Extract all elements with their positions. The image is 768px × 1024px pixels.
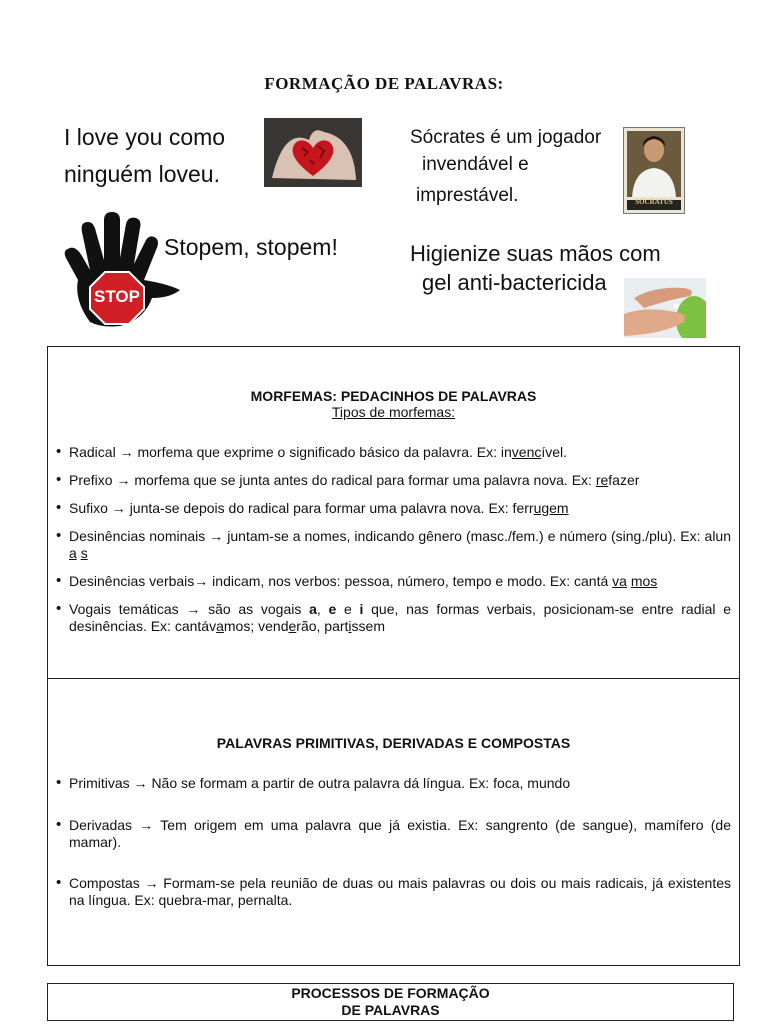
socrates-line-3: imprestável. bbox=[416, 185, 519, 206]
socrates-line-1: Sócrates é um jogador bbox=[410, 127, 602, 148]
hygiene-line-2: gel anti-bactericida bbox=[422, 270, 607, 295]
heart-hands-image bbox=[264, 118, 362, 187]
palavras-list bbox=[51, 775, 731, 909]
socrates-example bbox=[410, 124, 601, 209]
list-item-vogais-tematicas: • Vogais temáticas → são as vogais a, e e i que, nas formas verbais, posicionam-se entre radial e desinências. Ex: cantávamos; venderão, partissem bbox=[51, 601, 731, 635]
hand-gel-image bbox=[624, 278, 706, 338]
morfemas-section bbox=[47, 346, 740, 679]
palavras-title: PALAVRAS PRIMITIVAS, DERIVADAS E COMPOSTAS bbox=[216, 735, 571, 751]
love-line-1: I love you como bbox=[64, 124, 226, 150]
page-title: FORMAÇÃO DE PALAVRAS: bbox=[264, 74, 504, 93]
socrates-caption: SÓCRATUS bbox=[635, 198, 673, 206]
stop-sign-text: STOP bbox=[94, 287, 140, 306]
morfemas-title: MORFEMAS: PEDACINHOS DE PALAVRAS bbox=[250, 388, 537, 404]
list-item-radical: • Radical → morfema que exprime o significado básico da palavra. Ex: invencível. bbox=[51, 444, 731, 461]
hygiene-line-1: Higienize suas mãos com bbox=[410, 241, 661, 266]
list-item-desinencias-nominais: • Desinências nominais → juntam-se a nomes, indicando gênero (masc./fem.) e número (sing./plu). Ex: alun a s bbox=[51, 528, 731, 562]
list-item-derivadas: • Derivadas → Tem origem em uma palavra que já existia. Ex: sangrento (de sangue), mamífero (de mamar). bbox=[51, 817, 731, 851]
socrates-line-2: invendável e bbox=[422, 154, 529, 175]
list-item-prefixo: • Prefixo → morfema que se junta antes do radical para formar uma palavra nova. Ex: refazer bbox=[51, 472, 731, 489]
processos-section bbox=[47, 983, 734, 1021]
love-example bbox=[64, 119, 225, 193]
list-item-sufixo: • Sufixo → junta-se depois do radical para formar uma palavra nova. Ex: ferrugem bbox=[51, 500, 731, 517]
socrates-photo bbox=[623, 127, 685, 214]
processos-title-line-2: DE PALAVRAS bbox=[341, 1002, 440, 1018]
love-line-2: ninguém loveu. bbox=[64, 161, 220, 187]
morfemas-list bbox=[51, 444, 731, 635]
list-item-compostas: • Compostas → Formam-se pela reunião de duas ou mais palavras ou dois ou mais radicais, já existentes na língua. Ex: quebra-mar, pernalta. bbox=[51, 875, 731, 909]
processos-title-line-1: PROCESSOS DE FORMAÇÃO bbox=[291, 985, 490, 1001]
stop-example: Stopem, stopem! bbox=[164, 234, 338, 260]
stop-hand-image bbox=[60, 210, 182, 330]
list-item-primitivas: • Primitivas → Não se formam a partir de outra palavra dá língua. Ex: foca, mundo bbox=[51, 775, 731, 792]
palavras-section bbox=[47, 678, 740, 966]
list-item-desinencias-verbais: • Desinências verbais→ indicam, nos verbos: pessoa, número, tempo e modo. Ex: cantá va mos bbox=[51, 573, 731, 590]
morfemas-subtitle: Tipos de morfemas: bbox=[331, 404, 456, 420]
